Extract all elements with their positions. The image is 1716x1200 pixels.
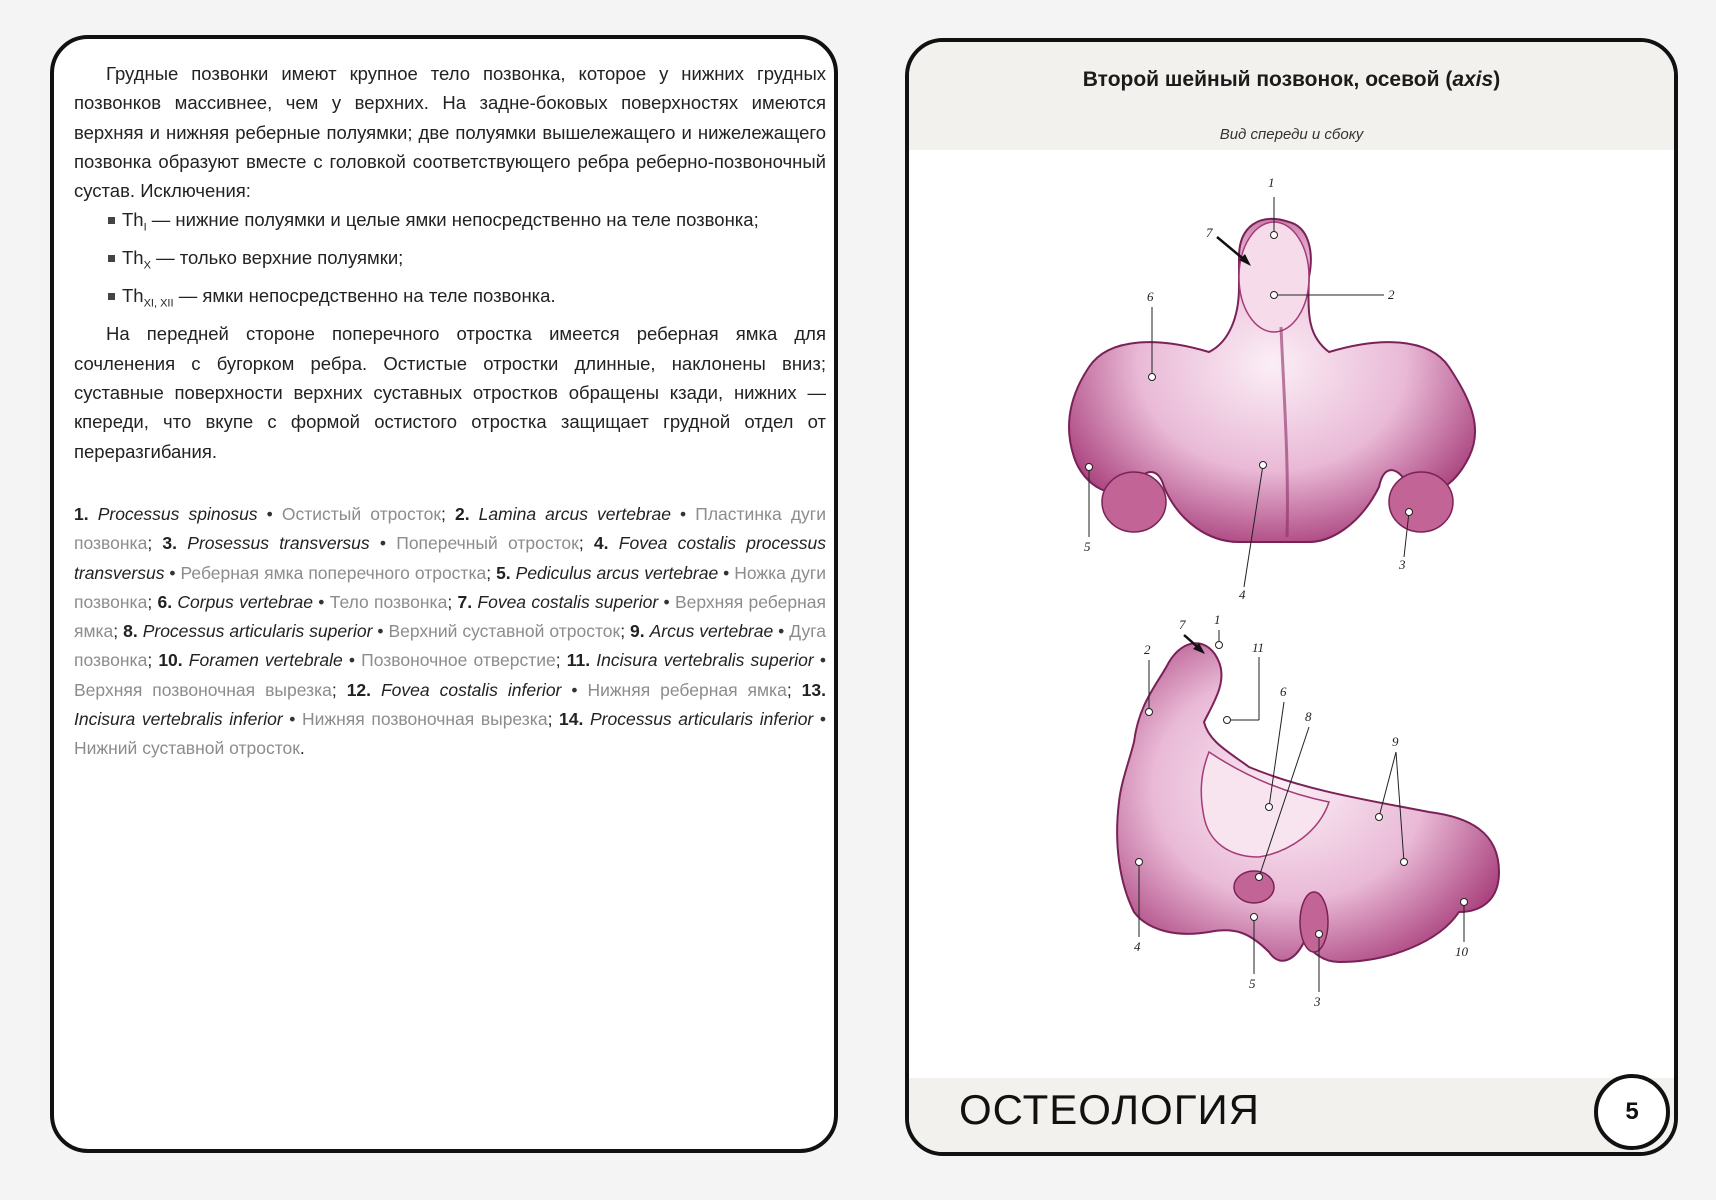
callout-label: 10	[1455, 944, 1468, 959]
anatomy-legend	[74, 500, 826, 764]
callout-label: 5	[1084, 539, 1091, 554]
exception-item: $Th_I$ — нижние полуямки и целые ямки непосредственно на теле позвонка;	[74, 205, 826, 243]
legend-entry: 8. Processus articularis superior • Верхний суставной отросток;	[123, 621, 631, 642]
right-page	[905, 38, 1678, 1156]
callout-label: 2	[1388, 287, 1395, 302]
exceptions-list	[74, 205, 826, 319]
legend-entry: 13. Incisura vertebralis inferior • Нижняя позвоночная вырезка;	[74, 679, 826, 729]
intro-paragraph: Грудные позвонки имеют крупное тело позвонка, которое у нижних грудных позвонков массивнее, чем у верхних. На задне-боковых поверхностях имеются верхняя и нижняя реберные полуямки; две полуямки вышележащего и нижележащего позвонка образуют вместе с головкой соответствующего ребра реберно-позвоночный сустав. Исключения:	[74, 63, 826, 202]
callout-label: 7	[1206, 225, 1213, 240]
callout-label: 1	[1268, 175, 1275, 190]
legend-entry: 9. Arcus vertebrae • Дуга позвонка;	[74, 621, 826, 671]
callout-label: 11	[1252, 640, 1265, 655]
legend-entry: 1. Processus spinosus • Остистый отросток;	[74, 503, 455, 524]
axis-front-illustration	[909, 167, 1678, 602]
legend-entry: 10. Foramen vertebrale • Позвоночное отверстие;	[158, 650, 567, 671]
callout-label: 9	[1392, 734, 1399, 749]
figure-subtitle: Вид спереди и сбоку	[909, 118, 1674, 150]
callout-label: 1	[1214, 612, 1221, 627]
callout-label: 8	[1305, 709, 1312, 724]
axis-side-illustration	[909, 602, 1678, 1082]
callout-label: 4	[1239, 587, 1246, 602]
page-number-badge	[1594, 1074, 1670, 1150]
legend-entry: 2. Lamina arcus vertebrae • Пластинка дуги позвонка;	[74, 503, 826, 554]
left-page	[50, 35, 838, 1153]
legend-entry: 14. Processus articularis inferior • Нижний суставной отросток.	[74, 709, 826, 759]
section-title: ОСТЕОЛОГИЯ	[959, 1086, 1260, 1133]
callout-label: 2	[1144, 642, 1151, 657]
exception-item: $Th_{XI, XII}$ — ямки непосредственно на теле позвонка.	[74, 281, 826, 319]
callout-label: 5	[1249, 976, 1256, 991]
axis-front-view-figure	[909, 167, 1674, 602]
callout-label: 6	[1147, 289, 1154, 304]
callout-label: 7	[1179, 617, 1186, 632]
page-number: 5	[1625, 1098, 1639, 1125]
legend-entry: 12. Fovea costalis inferior • Нижняя реберная ямка;	[346, 679, 802, 700]
callout-label: 3	[1399, 557, 1406, 572]
exception-item: $Th_X$ — только верхние полуямки;	[74, 243, 826, 281]
bullet-square-icon	[108, 217, 115, 224]
section-footer	[909, 1078, 1674, 1152]
legend-entry: 11. Incisura vertebralis superior • Верхняя позвоночная вырезка;	[74, 650, 826, 700]
bullet-square-icon	[108, 293, 115, 300]
legend-entry: 7. Fovea costalis superior • Верхняя реберная ямка;	[74, 591, 826, 642]
page-title: Второй шейный позвонок, осевой ( axis )	[909, 42, 1674, 118]
callout-label: 4	[1134, 939, 1141, 954]
legend-entry: 4. Fovea costalis processus transversus • Реберная ямка поперечного отростка;	[74, 533, 826, 583]
callout-label: 3	[1314, 994, 1321, 1009]
callout-label: 6	[1280, 684, 1287, 699]
axis-side-view-figure	[909, 602, 1674, 1082]
legend-entry: 6. Corpus vertebrae • Тело позвонка;	[157, 591, 458, 612]
left-page-content	[74, 59, 826, 764]
legend-entry: 5. Pediculus arcus vertebrae • Ножка дуги позвонка;	[74, 562, 826, 612]
bullet-square-icon	[108, 255, 115, 262]
legend-entry: 3. Prosessus transversus • Поперечный отросток;	[162, 533, 594, 554]
transverse-paragraph: На передней стороне поперечного отростка имеется реберная ямка для сочленения с бугорком ребра. Остистые отростки длинные, наклонены вниз; суставные поверхности верхних суставных отростков обращены кзади, нижних — кпереди, что вкупе с формой остистого отростка защищает грудной отдел от переразгибания.	[74, 323, 826, 462]
